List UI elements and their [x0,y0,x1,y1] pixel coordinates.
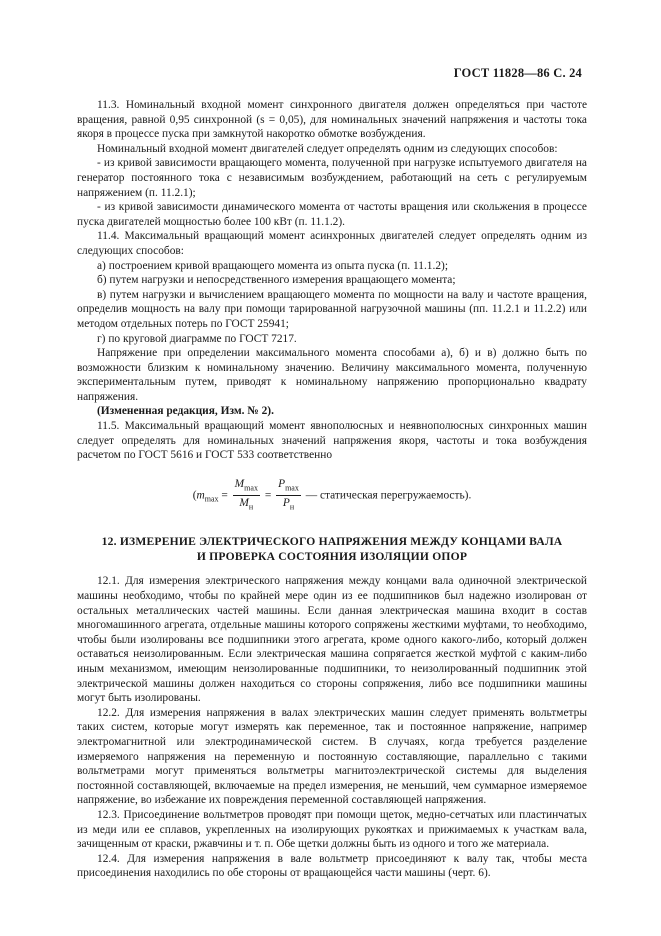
formula-description: — статическая перегружаемость). [305,489,472,502]
section-heading-line-1: 12. ИЗМЕРЕНИЕ ЭЛЕКТРИЧЕСКОГО НАПРЯЖЕНИЯ МЕЖДУ КОНЦАМИ ВАЛА [101,535,563,549]
paragraph-11-5: 11.5. Максимальный вращающий момент явнополюсных и неявнополюсных синхронных машин следует определять для номинальных значений напряжения якоря, частоты и тока возбуждения расчетом по ГОСТ 5616 и ГОСТ 533 соответственно [77,420,587,462]
list-item-b: б) путем нагрузки и непосредственного измерения вращающего момента; [97,274,456,287]
formula-f2-den-sub: н [289,502,295,512]
formula-f2-num: P [278,477,286,490]
list-item-v: в) путем нагрузки и вычислением вращающего момента по мощности на валу и частоте вращения, определив мощность на валу при помощи тарированной нагрузочной машины (пп. 11.2.1 и 11.2.2) или методом отдельных потерь по ГОСТ 25941; [77,288,587,330]
formula-f1-num-sub: max [244,483,258,493]
list-item-a: а) построением кривой вращающего момента из опыта пуска (п. 11.1.2); [97,259,449,272]
formula-f1-num: M [234,477,245,490]
formula-fraction-moment [233,477,260,515]
section-heading-line-2: И ПРОВЕРКА СОСТОЯНИЯ ИЗОЛЯЦИИ ОПОР [196,550,468,564]
list-item-torque-curve: - из кривой зависимости вращающего момента, полученной при нагрузке испытуемого двигателя на генератор постоянного тока с независимым возбуждением, работающий на сеть с регулируемым напряжением (п. 11.2.1); [77,157,587,199]
paragraph-12-2: 12.2. Для измерения напряжения в валах электрических машин следует применять вольтметры таких систем, которые могут измерять как переменное, так и постоянное напряжение, например электромагнитной или электродинамической систем. В случаях, когда требуется разделение измеряемого напряжения на переменную и постоянную составляющие, параллельно с такими вольтметрами могут применяться вольтметры магнитоэлектрической системы для выделения постоянной составляющей, включаемые на предел измерения, не меньший, чем суммарное измеряемое напряжение, во избежание их повреждения переменной составляющей напряжения. [77,706,587,807]
paragraph-12-1: 12.1. Для измерения электрического напряжения между концами вала одиночной электрической машины необходимо, чтобы по крайней мере один из ее подшипников был надежно изолирован от остальных металлических частей машины. Если данная электрическая машина входит в состав многомашинного агрегата, отдельные машины которого сопряжены жесткими муфтами, то необходимо, чтобы были изолированы все подшипники этого агрегата, кроме одного какого-либо, который должен оставаться неизолированным. Если электрическая машина сопрягается жесткой муфтой с каким-либо иным механизмом, имеющим неизолированные подшипники, то неизолированный подшипник этой электрической машины должен находиться со стороны сопряжения, либо все подшипники машины могут быть изолированы. [77,575,587,705]
formula-f2-den: P [282,497,290,510]
paragraph-12-3: 12.3. Присоединение вольтметров проводят при помощи щеток, медно-сетчатых или пластинчатых из меди или ее сплавов, укрепленных на изолирующих рукоятках и прижимаемых к участкам вала, зачищенным от краски, ржавчины и т. п. Обе щетки должны быть из одного и того же материала. [77,808,587,851]
edition-note: (Измененная редакция, Изм. № 2). [97,405,274,418]
formula-lhs-sub: max [204,494,219,504]
paragraph-11-4: 11.4. Максимальный вращающий момент асинхронных двигателей следует определять одним из следующих способов: [77,230,587,257]
formula-equals-2: = [264,489,272,502]
paragraph-11-3: 11.3. Номинальный входной момент синхронного двигателя должен определяться при частоте вращения, равной 0,95 синхронной (s = 0,05), для номинальных значений напряжения и частоты тока якоря в процессе пуска при замкнутой накоротко обмотке возбуждения. [77,99,587,141]
formula-lhs: m [196,489,205,502]
paragraph-12-4: 12.4. Для измерения напряжения в вале вольтметр присоединяют к валу так, чтобы места присоединения находились по обе стороны от вращающейся части машины (черт. 6). [77,852,587,880]
list-item-g: г) по круговой диаграмме по ГОСТ 7217. [97,332,297,345]
document-body [77,98,587,881]
formula-equals-1: = [221,489,228,502]
paragraph-voltage-note: Напряжение при определении максимального момента способами а), б) и в) должно быть по возможности близким к номинальному значению. Величину максимального момента, полученную экспериментальным путем, приводят к номинальному напряжению пропорционально квадрату напряжения. [77,347,587,403]
paragraph-methods-intro: Номинальный входной момент двигателей следует определять одним из следующих способов: [97,142,558,155]
formula-open-paren: ( [192,489,197,502]
formula-f1-den: M [239,497,249,510]
formula-fraction-power [276,477,301,515]
list-item-dynamic-curve: - из кривой зависимости динамического момента от частоты вращения или скольжения в процессе пуска двигателей мощностью более 100 кВт (п. 11.1.2). [77,201,587,228]
overload-formula [77,477,587,515]
formula-f2-num-sub: max [285,483,299,493]
page-header: ГОСТ 11828—86 С. 24 [453,66,582,80]
section-12-heading [77,534,587,564]
formula-f1-den-sub: н [248,502,254,512]
